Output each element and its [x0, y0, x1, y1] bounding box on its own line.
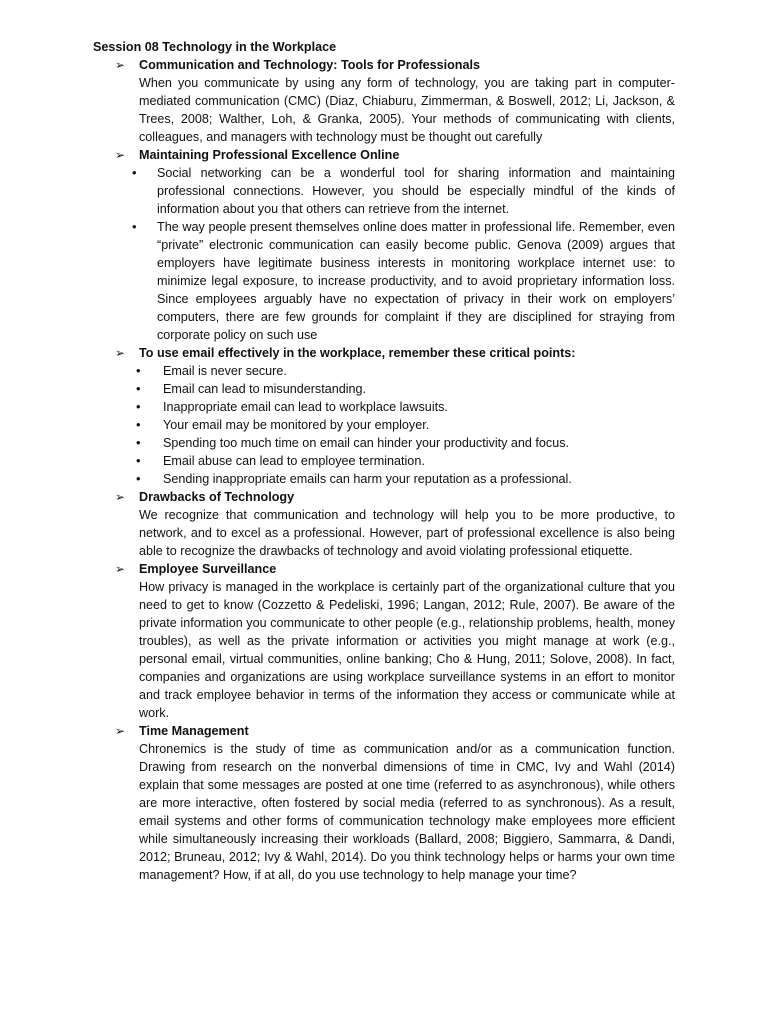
section-heading: Communication and Technology: Tools for Professionals — [139, 58, 480, 72]
section-heading: Drawbacks of Technology — [139, 490, 295, 504]
arrow-bullet-icon: ➢ — [115, 148, 126, 162]
list-item: • Inappropriate email can lead to workplace lawsuits. — [139, 398, 675, 416]
list-item: • Social networking can be a wonderful tool for sharing information and maintaining professional connections. However, you should be especially mindful of the kinds of information about you that others can retrieve from the internet. — [139, 164, 675, 218]
section-surveillance — [93, 560, 675, 722]
bullet-list — [139, 164, 675, 344]
document-title: Session 08 Technology in the Workplace — [93, 40, 337, 54]
section-paragraph: We recognize that communication and technology will help you to be more productive, to network, and to excel as a professional. However, part of professional excellence is also being able to recognize the drawbacks of technology and avoid violating professional etiquette. — [139, 508, 675, 558]
list-item: • Your email may be monitored by your employer. — [139, 416, 675, 434]
list-item: • The way people present themselves online does matter in professional life. Remember, even “private” electronic communication can easily become public. Genova (2009) argues that employers have legitimate business interests in monitoring workplace internet use: to minimize legal exposure, to increase productivity, and to avoid proprietary information loss. Since employees arguably have no expectation of privacy in their work on employers’ computers, there are few grounds for complaint if they are disciplined for straying from corporate policy on such use — [139, 218, 675, 344]
arrow-bullet-icon: ➢ — [115, 724, 126, 738]
list-item: • Email is never secure. — [139, 362, 675, 380]
section-heading: To use email effectively in the workplace, remember these critical points: — [139, 346, 576, 360]
section-heading: Employee Surveillance — [139, 562, 277, 576]
arrow-bullet-icon: ➢ — [115, 58, 126, 72]
list-item: • Spending too much time on email can hinder your productivity and focus. — [139, 434, 675, 452]
bullet-list — [139, 362, 675, 488]
section-professional-excellence — [93, 146, 675, 344]
section-communication-technology — [93, 56, 675, 146]
arrow-bullet-icon: ➢ — [115, 346, 126, 360]
section-time-management — [93, 722, 675, 884]
list-item: • Email can lead to misunderstanding. — [139, 380, 675, 398]
section-heading: Maintaining Professional Excellence Online — [139, 148, 400, 162]
section-heading: Time Management — [139, 724, 249, 738]
document-page — [93, 38, 675, 884]
section-paragraph: When you communicate by using any form of technology, you are taking part in computer-mediated communication (CMC) (Diaz, Chiaburu, Zimmerman, & Boswell, 2012; Li, Jackson, & Trees, 2008; Walther, Loh, & Granka, 2005). Your methods of communicating with clients, colleagues, and managers with technology must be thought out carefully — [139, 76, 675, 144]
section-paragraph: Chronemics is the study of time as communication and/or as a communication function. Drawing from research on the nonverbal dimensions of time in CMC, Ivy and Wahl (2014) explain that some messages are posted at one time (referred to as asynchronous), while others are more interactive, often fostered by social media (referred to as synchronous). As a result, email systems and other forms of communication technology make employees more efficient while simultaneously increasing their workloads (Ballard, 2008; Biggiero, Sammarra, & Dandi, 2012; Bruneau, 2012; Ivy & Wahl, 2014). Do you think technology helps or harms your own time management? How, if at all, do you use technology to help manage your time? — [139, 742, 675, 882]
section-paragraph: How privacy is managed in the workplace is certainly part of the organizational culture that you need to get to know (Cozzetto & Pedeliski, 1996; Langan, 2012; Rule, 2007). Be aware of the private information you communicate to other people (e.g., relationship problems, health, money troubles), as well as the private information or activities you might manage at work (e.g., personal email, virtual communities, online banking; Cho & Hung, 2011; Solove, 2008). In fact, companies and organizations are using workplace surveillance systems in an effort to monitor and track employee behavior in terms of the information they access or communicate while at work. — [139, 580, 675, 720]
arrow-bullet-icon: ➢ — [115, 562, 126, 576]
list-item: • Sending inappropriate emails can harm your reputation as a professional. — [139, 470, 675, 488]
arrow-bullet-icon: ➢ — [115, 490, 126, 504]
section-drawbacks — [93, 488, 675, 560]
list-item: • Email abuse can lead to employee termination. — [139, 452, 675, 470]
section-email-points — [93, 344, 675, 488]
